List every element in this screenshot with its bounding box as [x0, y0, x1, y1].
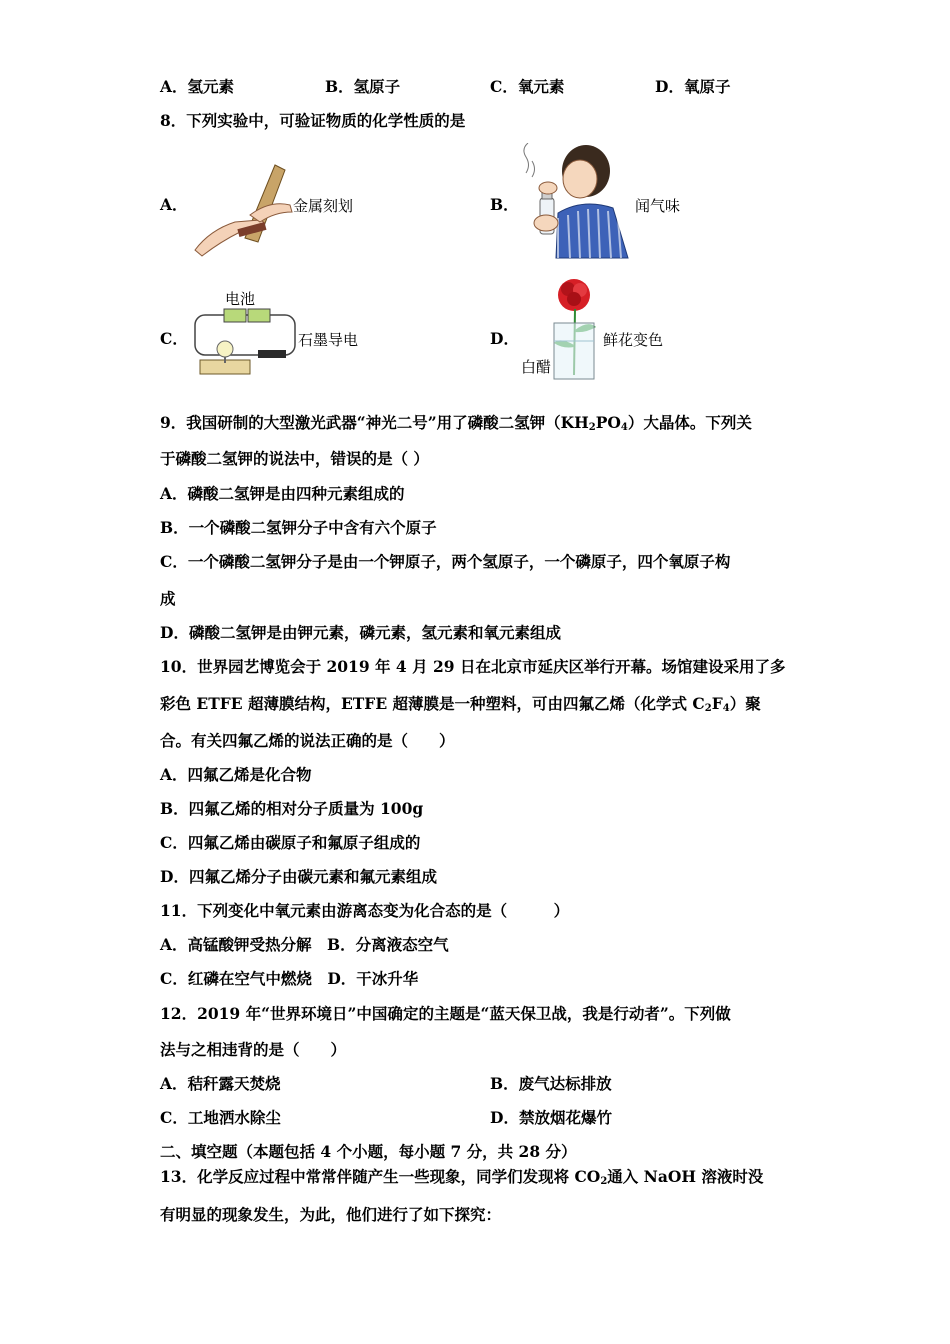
q12-stem-line1: 12．2019 年“世界环境日”中国确定的主题是“蓝天保卫战，我是行动者”。下列做 [160, 1004, 731, 1023]
q10-stem-line2: 彩色 ETFE 超薄膜结构，ETFE 超薄膜是一种塑料，可由四氟乙烯（化学式 $C_2F_4$）聚 [160, 694, 761, 714]
q12-option-b: B．废气达标排放 [490, 1074, 612, 1093]
q8-option-a-letter: A． [160, 195, 188, 214]
q10-option-b: B．四氟乙烯的相对分子质量为 100g [160, 799, 424, 818]
vinegar-label: 白醋 [521, 358, 552, 376]
q12-option-d: D．禁放烟花爆竹 [490, 1108, 612, 1127]
q9-option-a: A．磷酸二氢钾是由四种元素组成的 [160, 484, 405, 503]
battery-label: 电池 [225, 290, 256, 308]
q8-option-b-caption: 闻气味 [635, 197, 681, 215]
q10-stem-line3: 合。有关四氟乙烯的说法正确的是（ ） [160, 731, 455, 750]
q8-option-d-caption: 鲜花变色 [603, 331, 664, 349]
q9-stem-line2: 于磷酸二氢钾的说法中，错误的是（ ） [160, 449, 429, 468]
q7-option-d: D．氧原子 [655, 77, 731, 96]
q8-option-b-letter: B． [490, 195, 519, 214]
q13-line2: 有明显的现象发生，为此，他们进行了如下探究： [160, 1205, 502, 1224]
q12-option-c: C．工地洒水除尘 [160, 1108, 281, 1127]
q7-option-a: A．氢元素 [160, 77, 235, 96]
q10-option-a: A．四氟乙烯是化合物 [160, 765, 312, 784]
q12-stem-line2: 法与之相违背的是（ ） [160, 1040, 347, 1059]
q11-stem: 11．下列变化中氧元素由游离态变为化合态的是（ ） [160, 901, 570, 920]
q8-option-c-caption: 石墨导电 [298, 331, 359, 349]
q7-option-b: B．氢原子 [325, 77, 401, 96]
q10-option-c: C．四氟乙烯由碳原子和氟原子组成的 [160, 833, 421, 852]
graphite-circuit-illustration [190, 305, 305, 383]
q8-option-c-letter: C． [160, 329, 188, 348]
q13-line1: 13．化学反应过程中常常伴随产生一些现象，同学们发现将 $CO_2$通入 NaOH 溶液时没 [160, 1167, 764, 1187]
q11-options-ab: A．高锰酸钾受热分解 B．分离液态空气 [160, 935, 449, 954]
q9-stem-line1: 9．我国研制的大型激光武器“神光二号”用了磷酸二氢钾$(KH_2PO_4)$大晶体。下列关 [160, 413, 752, 433]
section2-heading: 二、填空题（本题包括 4 个小题，每小题 7 分，共 28 分） [160, 1142, 577, 1161]
q7-option-c: C．氧元素 [490, 77, 565, 96]
flower-vinegar-illustration [548, 275, 603, 383]
q9-option-c-line1: C．一个磷酸二氢钾分子是由一个钾原子，两个氢原子，一个磷原子，四个氧原子构 [160, 552, 731, 571]
q10-stem-line1: 10．世界园艺博览会于 2019 年 4 月 29 日在北京市延庆区举行开幕。场馆建设采用了多 [160, 657, 786, 676]
q8-option-d-letter: D． [490, 329, 519, 348]
q9-option-d: D．磷酸二氢钾是由钾元素，磷元素，氢元素和氧元素组成 [160, 623, 561, 642]
q8-stem: 8．下列实验中，可验证物质的化学性质的是 [160, 111, 466, 130]
q11-options-cd: C．红磷在空气中燃烧 D．干冰升华 [160, 969, 419, 988]
q9-option-b: B．一个磷酸二氢钾分子中含有六个原子 [160, 518, 437, 537]
q10-option-d: D．四氟乙烯分子由碳元素和氟元素组成 [160, 867, 437, 886]
smelling-boy-illustration [518, 143, 633, 263]
q12-option-a: A．秸秆露天焚烧 [160, 1074, 281, 1093]
metal-scratch-illustration [190, 160, 300, 260]
q8-option-a-caption: 金属刻划 [293, 197, 354, 215]
q9-option-c-line2: 成 [160, 589, 176, 608]
